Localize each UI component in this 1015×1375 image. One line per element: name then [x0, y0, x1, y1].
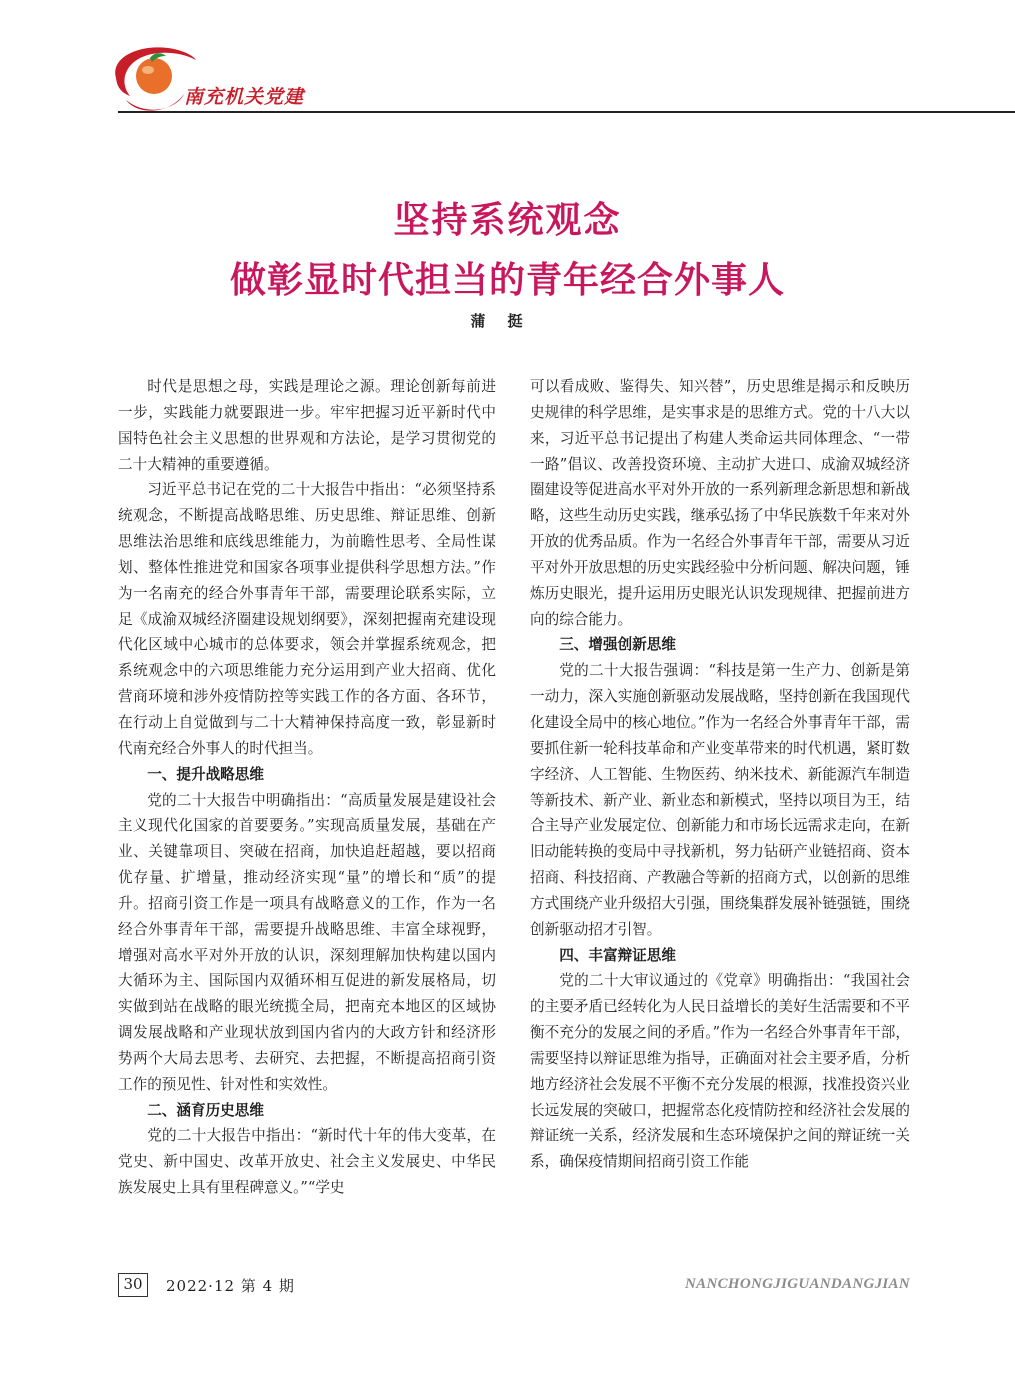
section-heading: 一、提升战略思维 [147, 765, 264, 783]
paragraph: 党的二十大报告中指出：“新时代十年的伟大变革，在党史、新中国史、改革开放史、社会主义发展史、中华民族发展史上具有里程碑意义。”“学史 [118, 1127, 496, 1197]
paragraph: 习近平总书记在党的二十大报告中指出：“必须坚持系统观念，不断提高战略思维、历史思维、辩证思维、创新思维法治思维和底线思维能力，为前瞻性思考、全局性谋划、整体性推进党和国家各项事业提供科学思想方法。”作为一名南充的经合外事青年干部，需要理论联系实际，立足《成渝双城经济圈建设规划纲要》，深刻把握南充建设现代化区域中心城市的总体要求，领会并掌握系统观念，把系统观念中的六项思维能力充分运用到产业大招商、优化营商环境和涉外疫情防控等实践工作的各方面、各环节，在行动上自觉做到与二十大精神保持高度一致，彰显新时代南充经合外事人的时代担当。 [118, 481, 496, 757]
left-column [118, 374, 496, 1201]
header-rule [118, 111, 1015, 113]
article-author: 蒲挺 [470, 312, 545, 330]
magazine-name: 南充机关党建 [184, 86, 305, 108]
section-heading: 三、增强创新思维 [559, 636, 676, 654]
page-number: 30 [118, 1273, 148, 1297]
paragraph: 党的二十大审议通过的《党章》明确指出：“我国社会的主要矛盾已经转化为人民日益增长的美好生活需要和不平衡不充分的发展之间的矛盾。”作为一名经合外事青年干部，需要坚持以辩证思维为指导，正确面对社会主要矛盾，分析地方经济社会发展不平衡不充分发展的根源，找准投资兴业长远发展的突破口，把握常态化疫情防控和经济社会发展的辩证统一关系，经济发展和生态环境保护之间的辩证统一关系，确保疫情期间招商引资工作能 [530, 972, 910, 1171]
page-header [0, 0, 1015, 130]
paragraph: 时代是思想之母，实践是理论之源。理论创新每前进一步，实践能力就要跟进一步。牢牢把握习近平新时代中国特色社会主义思想的世界观和方法论，是学习贯彻党的二十大精神的重要遵循。 [118, 378, 496, 473]
magazine-roman-name: NANCHONGJIGUANDANGJIAN [685, 1276, 910, 1292]
section-heading: 四、丰富辩证思维 [559, 946, 676, 964]
section-heading: 二、涵育历史思维 [147, 1101, 264, 1119]
right-column [530, 374, 910, 1175]
paragraph: 党的二十大报告中明确指出：“高质量发展是建设社会主义现代化国家的首要要务。”实现高质量发展，基础在产业、关键靠项目、突破在招商，加快追赶超越，要以招商优存量、扩增量，推动经济实现“量”的增长和“质”的提升。招商引资工作是一项具有战略意义的工作，作为一名经合外事青年干部，需要提升战略思维、丰富全球视野，增强对高水平对外开放的认识，深刻理解加快构建以国内大循环为主、国际国内双循环相互促进的新发展格局，切实做到站在战略的眼光统揽全局，把南充本地区的区域协调发展战略和产业现状放到国内省内的大政方针和经济形势两个大局去思考、去研究、去把握，不断提高招商引资工作的预见性、针对性和实效性。 [118, 791, 496, 1093]
paragraph: 可以看成败、鉴得失、知兴替”，历史思维是揭示和反映历史规律的科学思维，是实事求是的思维方式。党的十八大以来，习近平总书记提出了构建人类命运共同体理念、“一带一路”倡议、改善投资环境、主动扩大进口、成渝双城经济圈建设等促进高水平对外开放的一系列新理念新思想和新战略，这些生动历史实践，继承弘扬了中华民族数千年来对外开放的优秀品质。作为一名经合外事青年干部，需要从习近平对外开放思想的历史实践经验中分析问题、解决问题，锤炼历史眼光，提升运用历史眼光认识发现规律、把握前进方向的综合能力。 [530, 378, 910, 628]
article-title-line-1: 坚持系统观念 [393, 200, 622, 241]
article-title-line-2: 做彰显时代担当的青年经合外事人 [229, 260, 785, 301]
issue-label: 2022·12 第 4 期 [166, 1277, 295, 1295]
paragraph: 党的二十大报告强调：“科技是第一生产力、创新是第一动力，深入实施创新驱动发展战略，坚持创新在我国现代化建设全局中的核心地位。”作为一名经合外事青年干部，需要抓住新一轮科技革命和产业变革带来的时代机遇，紧盯数字经济、人工智能、生物医药、纳米技术、新能源汽车制造等新技术、新产业、新业态和新模式，坚持以项目为王，结合主导产业发展定位、创新能力和市场长远需求走向，在新旧动能转换的变局中寻找新机，努力钻研产业链招商、资本招商、科技招商、产教融合等新的招商方式，以创新的思维方式围绕产业升级招大引强，围绕集群发展补链强链，围绕创新驱动招才引智。 [530, 662, 910, 938]
